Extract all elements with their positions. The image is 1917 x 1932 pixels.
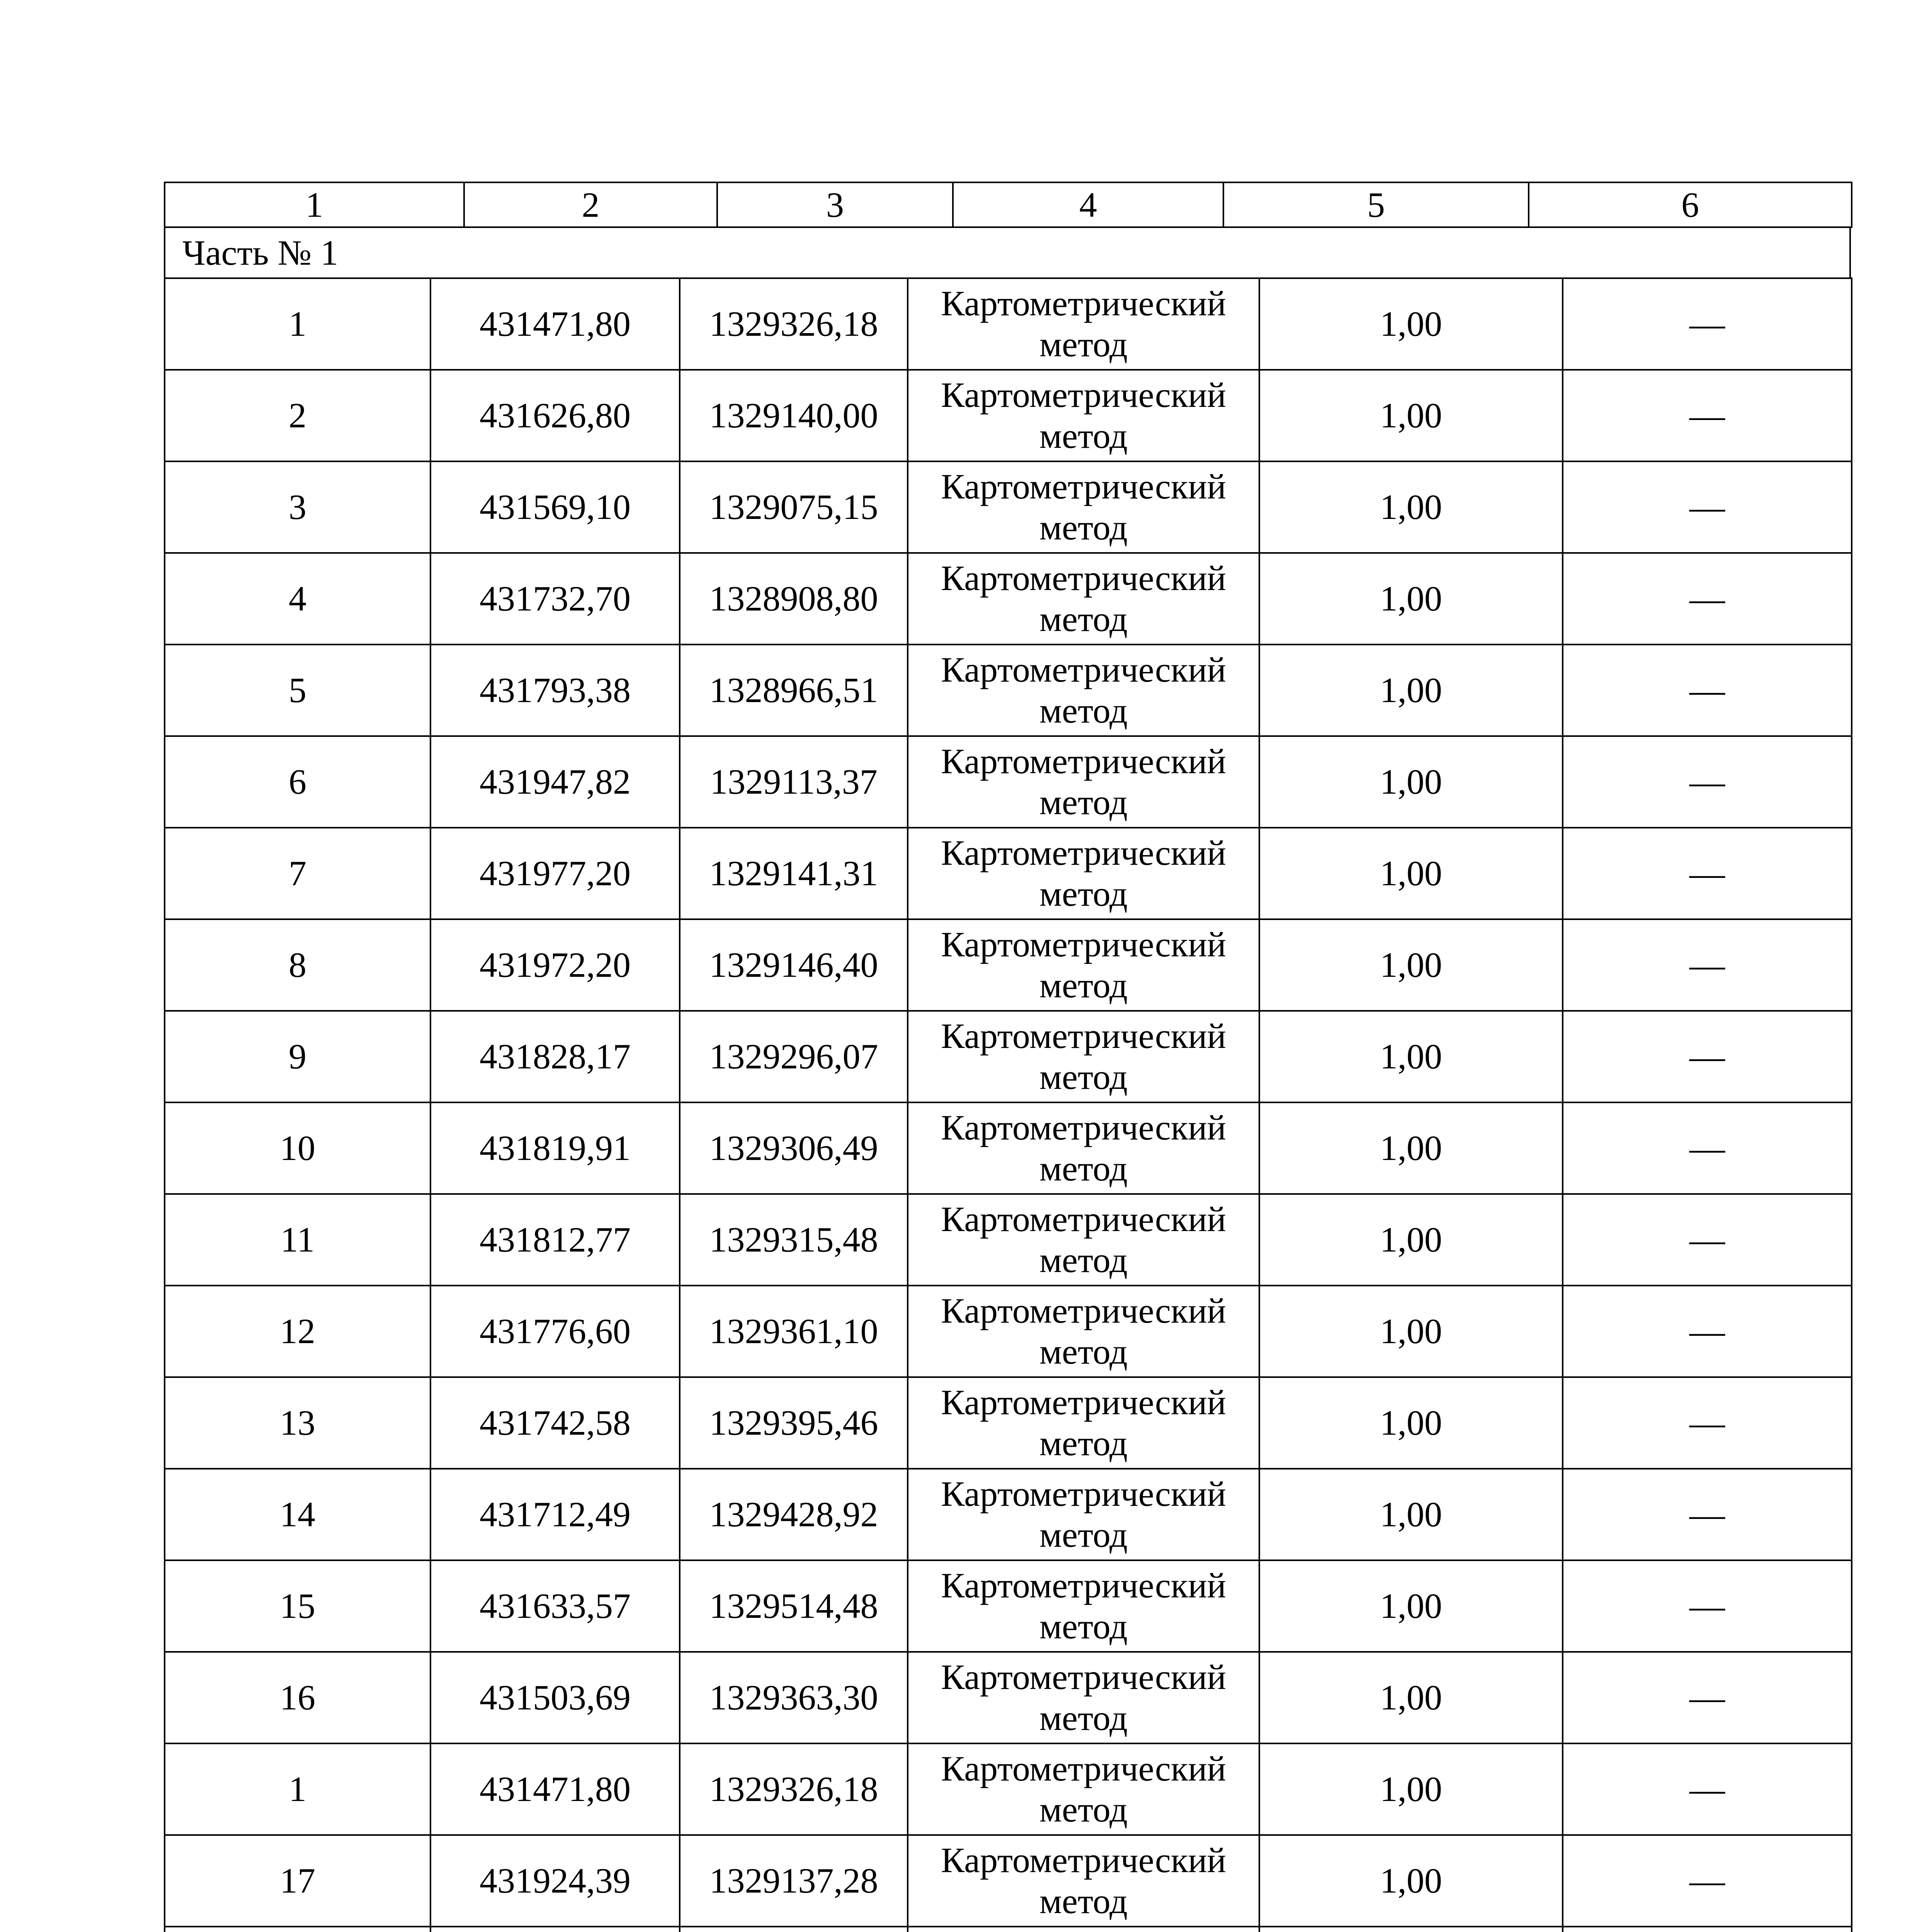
method-cell: Картометрический метод bbox=[908, 1286, 1259, 1377]
method-cell: Картометрический метод bbox=[908, 553, 1259, 645]
note-cell: — bbox=[1563, 1743, 1852, 1835]
note-cell: — bbox=[1563, 645, 1852, 736]
method-cell: Картометрический метод bbox=[908, 1743, 1259, 1835]
x-coordinate-cell: 431633,57 bbox=[430, 1560, 680, 1652]
note-cell: — bbox=[1563, 1652, 1852, 1743]
accuracy-cell: 1,00 bbox=[1259, 370, 1563, 461]
y-coordinate-cell: 1328908,80 bbox=[680, 553, 908, 645]
note-cell: — bbox=[1563, 1011, 1852, 1102]
method-cell: Картометрический метод bbox=[908, 1194, 1259, 1286]
table-row bbox=[165, 278, 1852, 370]
y-coordinate-cell: 1329315,48 bbox=[680, 1194, 908, 1286]
header-cell: 5 bbox=[1223, 182, 1529, 227]
x-coordinate-cell: 431793,38 bbox=[430, 645, 680, 736]
method-cell: Картометрический метод bbox=[908, 461, 1259, 553]
x-coordinate-cell: 431819,91 bbox=[430, 1102, 680, 1194]
point-number-cell: 1 bbox=[165, 1743, 430, 1835]
x-coordinate-cell: 431776,60 bbox=[430, 1286, 680, 1377]
note-cell: — bbox=[1563, 1835, 1852, 1927]
table-row bbox=[165, 370, 1852, 461]
note-cell: — bbox=[1563, 1560, 1852, 1652]
point-number-cell: 14 bbox=[165, 1469, 430, 1560]
y-coordinate-cell: 1329137,28 bbox=[680, 1835, 908, 1927]
column-number-header bbox=[164, 182, 1852, 228]
x-coordinate-cell: 431503,69 bbox=[430, 1652, 680, 1743]
x-coordinate-cell: 431977,20 bbox=[430, 828, 680, 919]
note-cell: — bbox=[1563, 370, 1852, 461]
table-row bbox=[165, 553, 1852, 645]
method-cell: Картометрический метод bbox=[908, 736, 1259, 828]
header-row bbox=[165, 182, 1852, 227]
accuracy-cell: 1,00 bbox=[1259, 828, 1563, 919]
method-cell: Картометрический метод bbox=[908, 370, 1259, 461]
x-coordinate-cell: 431828,17 bbox=[430, 1011, 680, 1102]
x-coordinate-cell: 431972,20 bbox=[430, 919, 680, 1011]
method-cell: Картометрический метод bbox=[908, 645, 1259, 736]
header-cell: 4 bbox=[953, 182, 1223, 227]
header-cell: 2 bbox=[464, 182, 717, 227]
header-cell: 3 bbox=[717, 182, 953, 227]
accuracy-cell: 1,00 bbox=[1259, 1286, 1563, 1377]
x-coordinate-cell: 431812,77 bbox=[430, 1194, 680, 1286]
table-row bbox=[165, 736, 1852, 828]
table-row bbox=[165, 919, 1852, 1011]
point-number-cell: 6 bbox=[165, 736, 430, 828]
table-row bbox=[165, 1102, 1852, 1194]
point-number-cell: 4 bbox=[165, 553, 430, 645]
y-coordinate-cell: 1329306,49 bbox=[680, 1102, 908, 1194]
point-number-cell: 12 bbox=[165, 1286, 430, 1377]
accuracy-cell: 1,00 bbox=[1259, 1469, 1563, 1560]
section-label: Часть № 1 bbox=[164, 228, 1851, 277]
header-cell: 6 bbox=[1529, 182, 1852, 227]
accuracy-cell bbox=[1259, 1927, 1563, 1932]
accuracy-cell: 1,00 bbox=[1259, 919, 1563, 1011]
point-number-cell bbox=[165, 1927, 430, 1932]
point-number-cell: 5 bbox=[165, 645, 430, 736]
table-row bbox=[165, 1560, 1852, 1652]
accuracy-cell: 1,00 bbox=[1259, 461, 1563, 553]
accuracy-cell: 1,00 bbox=[1259, 1835, 1563, 1927]
table-row bbox=[165, 1743, 1852, 1835]
x-coordinate-cell bbox=[430, 1927, 680, 1932]
x-coordinate-cell: 431732,70 bbox=[430, 553, 680, 645]
y-coordinate-cell: 1329326,18 bbox=[680, 278, 908, 370]
note-cell: — bbox=[1563, 919, 1852, 1011]
method-cell: Картометрический метод bbox=[908, 1469, 1259, 1560]
note-cell: — bbox=[1563, 1286, 1852, 1377]
method-cell: Картометрический метод bbox=[908, 1102, 1259, 1194]
note-cell: — bbox=[1563, 278, 1852, 370]
coordinates-table bbox=[164, 277, 1852, 1932]
note-cell: — bbox=[1563, 1469, 1852, 1560]
table-row bbox=[165, 1652, 1852, 1743]
table-row bbox=[165, 1927, 1852, 1932]
table-row bbox=[165, 1194, 1852, 1286]
y-coordinate-cell: 1329075,15 bbox=[680, 461, 908, 553]
y-coordinate-cell: 1329146,40 bbox=[680, 919, 908, 1011]
point-number-cell: 8 bbox=[165, 919, 430, 1011]
method-cell: Картометрический метод bbox=[908, 278, 1259, 370]
x-coordinate-cell: 431626,80 bbox=[430, 370, 680, 461]
y-coordinate-cell: 1328966,51 bbox=[680, 645, 908, 736]
y-coordinate-cell: 1329395,46 bbox=[680, 1377, 908, 1469]
accuracy-cell: 1,00 bbox=[1259, 736, 1563, 828]
note-cell: — bbox=[1563, 553, 1852, 645]
note-cell bbox=[1563, 1927, 1852, 1932]
method-cell: Картометрический метод bbox=[908, 1652, 1259, 1743]
point-number-cell: 3 bbox=[165, 461, 430, 553]
point-number-cell: 7 bbox=[165, 828, 430, 919]
y-coordinate-cell: 1329428,92 bbox=[680, 1469, 908, 1560]
accuracy-cell: 1,00 bbox=[1259, 645, 1563, 736]
table-row bbox=[165, 828, 1852, 919]
accuracy-cell: 1,00 bbox=[1259, 1011, 1563, 1102]
y-coordinate-cell: 1329141,31 bbox=[680, 828, 908, 919]
point-number-cell: 16 bbox=[165, 1652, 430, 1743]
point-number-cell: 10 bbox=[165, 1102, 430, 1194]
table-row bbox=[165, 461, 1852, 553]
y-coordinate-cell: 1329113,37 bbox=[680, 736, 908, 828]
x-coordinate-cell: 431742,58 bbox=[430, 1377, 680, 1469]
y-coordinate-cell: 1329326,18 bbox=[680, 1743, 908, 1835]
method-cell: Картометрический метод bbox=[908, 919, 1259, 1011]
accuracy-cell: 1,00 bbox=[1259, 1652, 1563, 1743]
point-number-cell: 11 bbox=[165, 1194, 430, 1286]
table-row bbox=[165, 1011, 1852, 1102]
y-coordinate-cell: 1329363,30 bbox=[680, 1652, 908, 1743]
accuracy-cell: 1,00 bbox=[1259, 1743, 1563, 1835]
y-coordinate-cell: 1329361,10 bbox=[680, 1286, 908, 1377]
accuracy-cell: 1,00 bbox=[1259, 553, 1563, 645]
point-number-cell: 1 bbox=[165, 278, 430, 370]
method-cell bbox=[908, 1927, 1259, 1932]
x-coordinate-cell: 431712,49 bbox=[430, 1469, 680, 1560]
point-number-cell: 2 bbox=[165, 370, 430, 461]
y-coordinate-cell bbox=[680, 1927, 908, 1932]
x-coordinate-cell: 431471,80 bbox=[430, 1743, 680, 1835]
x-coordinate-cell: 431569,10 bbox=[430, 461, 680, 553]
x-coordinate-cell: 431471,80 bbox=[430, 278, 680, 370]
note-cell: — bbox=[1563, 736, 1852, 828]
y-coordinate-cell: 1329140,00 bbox=[680, 370, 908, 461]
point-number-cell: 15 bbox=[165, 1560, 430, 1652]
x-coordinate-cell: 431947,82 bbox=[430, 736, 680, 828]
method-cell: Картометрический метод bbox=[908, 1835, 1259, 1927]
method-cell: Картометрический метод bbox=[908, 1011, 1259, 1102]
note-cell: — bbox=[1563, 1377, 1852, 1469]
table-row bbox=[165, 1469, 1852, 1560]
accuracy-cell: 1,00 bbox=[1259, 1194, 1563, 1286]
point-number-cell: 9 bbox=[165, 1011, 430, 1102]
note-cell: — bbox=[1563, 828, 1852, 919]
coordinates-table-body bbox=[165, 278, 1852, 1932]
x-coordinate-cell: 431924,39 bbox=[430, 1835, 680, 1927]
accuracy-cell: 1,00 bbox=[1259, 1560, 1563, 1652]
note-cell: — bbox=[1563, 1194, 1852, 1286]
method-cell: Картометрический метод bbox=[908, 1560, 1259, 1652]
note-cell: — bbox=[1563, 461, 1852, 553]
y-coordinate-cell: 1329296,07 bbox=[680, 1011, 908, 1102]
table-row bbox=[165, 1835, 1852, 1927]
table-row bbox=[165, 1377, 1852, 1469]
note-cell: — bbox=[1563, 1102, 1852, 1194]
header-cell: 1 bbox=[165, 182, 464, 227]
point-number-cell: 13 bbox=[165, 1377, 430, 1469]
accuracy-cell: 1,00 bbox=[1259, 1377, 1563, 1469]
table-row bbox=[165, 645, 1852, 736]
accuracy-cell: 1,00 bbox=[1259, 1102, 1563, 1194]
method-cell: Картометрический метод bbox=[908, 828, 1259, 919]
y-coordinate-cell: 1329514,48 bbox=[680, 1560, 908, 1652]
method-cell: Картометрический метод bbox=[908, 1377, 1259, 1469]
table-row bbox=[165, 1286, 1852, 1377]
accuracy-cell: 1,00 bbox=[1259, 278, 1563, 370]
point-number-cell: 17 bbox=[165, 1835, 430, 1927]
